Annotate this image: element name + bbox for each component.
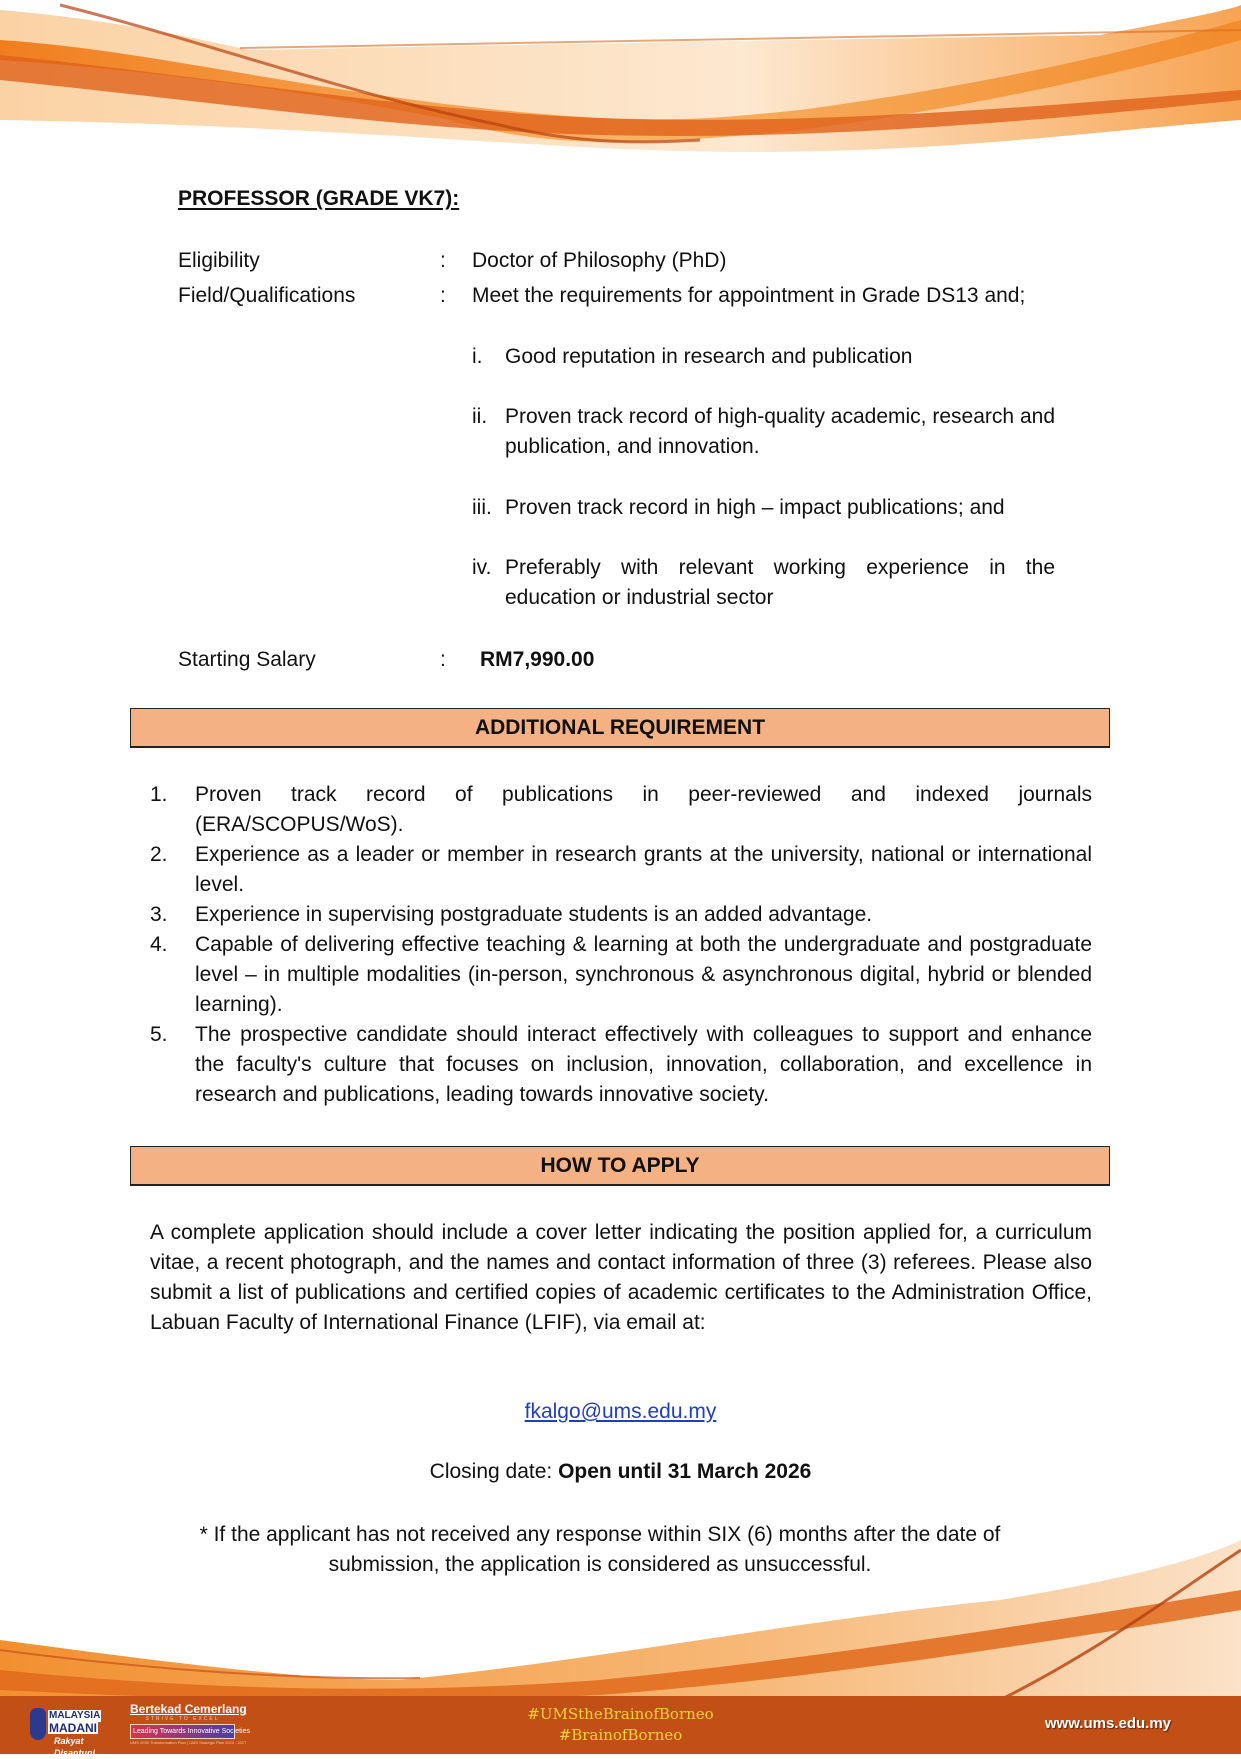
- hashtag: #BrainofBorneo: [558, 1726, 683, 1744]
- disclaimer-note: * If the applicant has not received any response within SIX (6) months after the date of submission, the application is considered as unsuccessful.: [199, 1523, 1001, 1576]
- item-text: Proven track record of publications in peer-reviewed and indexed journals (ERA/SCOPUS/WoS).: [195, 783, 1092, 836]
- logo-text: MADANI: [49, 1721, 97, 1735]
- logo-text: Bertekad Cemerlang: [130, 1702, 247, 1716]
- email-line: [0, 1400, 1241, 1424]
- how-to-apply-paragraph: A complete application should include a cover letter indicating the position applied for, a curriculum vitae, a recent photograph, and the names and contact information of three (3) referees. Please also submit a list of publications and certified copies of academic certificates to the Administration Office, Labuan Faculty of International Finance (LFIF), via email at:: [150, 1221, 1092, 1334]
- list-item: [150, 1020, 1092, 1110]
- website-link[interactable]: www.ums.edu.my: [1044, 1715, 1171, 1732]
- list-item: [150, 900, 1092, 930]
- colon: :: [440, 284, 446, 307]
- item-text: Experience in supervising postgraduate students is an added advantage.: [195, 903, 873, 926]
- item-text: Capable of delivering effective teaching & learning at both the undergraduate and postgraduate level – in multiple modalities (in-person, synchronous & asynchronous digital, hybrid or blended learning).: [195, 933, 1092, 1016]
- colon: :: [440, 249, 446, 272]
- hashtag: #UMStheBrainofBorneo: [527, 1705, 714, 1723]
- closing-date-value: Open until 31 March 2026: [558, 1460, 812, 1483]
- colon: :: [440, 648, 446, 671]
- list-item: [150, 930, 1092, 1020]
- additional-requirements-list: [150, 780, 1092, 1110]
- logo-text: MALAYSIA: [49, 1710, 101, 1721]
- item-number: 4.: [150, 933, 168, 956]
- email-link[interactable]: fkalgo@ums.edu.my: [524, 1400, 717, 1423]
- logo-tagline: Rakyat Disantuni: [54, 1736, 96, 1758]
- closing-date-label: Closing date:: [429, 1460, 559, 1483]
- logo-subtext: STRIVE TO EXCEL: [145, 1716, 220, 1722]
- item-number: 2.: [150, 843, 168, 866]
- footer-bar: [0, 1696, 1241, 1758]
- salary-value: RM7,990.00: [480, 648, 595, 671]
- item-number: 5.: [150, 1023, 168, 1046]
- logo-banner: Leading Towards Innovative Societies: [130, 1724, 235, 1739]
- position-title: PROFESSOR (GRADE VK7):: [178, 187, 460, 210]
- item-number: i.: [472, 345, 483, 368]
- item-number: ii.: [472, 405, 488, 428]
- decorative-orange-wave-top: [0, 0, 1241, 160]
- item-number: 1.: [150, 783, 168, 806]
- item-number: iv.: [472, 556, 492, 579]
- item-text: The prospective candidate should interact effectively with colleagues to support and enhance the faculty's culture that focuses on inclusion, innovation, collaboration, and excellence in research and publications, leading towards innovative society.: [195, 1023, 1092, 1106]
- item-text: Proven track record of high-quality academic, research and publication, and innovation.: [505, 405, 1055, 458]
- logo-fineprint: UMS 2030 Transformation Plan | UMS Strategic Plan 2023 - 2027: [130, 1740, 247, 1745]
- list-item: [150, 780, 1092, 840]
- list-item: [150, 840, 1092, 900]
- closing-date: [0, 1460, 1241, 1484]
- salary-label: Starting Salary: [178, 648, 316, 671]
- section-header-how-to-apply: HOW TO APPLY: [130, 1146, 1110, 1186]
- item-text: Experience as a leader or member in research grants at the university, national or international level.: [195, 843, 1092, 896]
- field-value: Meet the requirements for appointment in Grade DS13 and;: [472, 284, 1026, 307]
- item-text: Good reputation in research and publication: [505, 345, 913, 368]
- item-text: Proven track record in high – impact publications; and: [505, 496, 1005, 519]
- field-label: Field/Qualifications: [178, 284, 356, 307]
- item-text: Preferably with relevant working experience in the education or industrial sector: [505, 556, 1055, 609]
- eligibility-value: Doctor of Philosophy (PhD): [472, 249, 727, 272]
- eligibility-label: Eligibility: [178, 249, 260, 272]
- section-header-additional-requirement: ADDITIONAL REQUIREMENT: [130, 708, 1110, 748]
- item-number: iii.: [472, 496, 492, 519]
- item-number: 3.: [150, 903, 168, 926]
